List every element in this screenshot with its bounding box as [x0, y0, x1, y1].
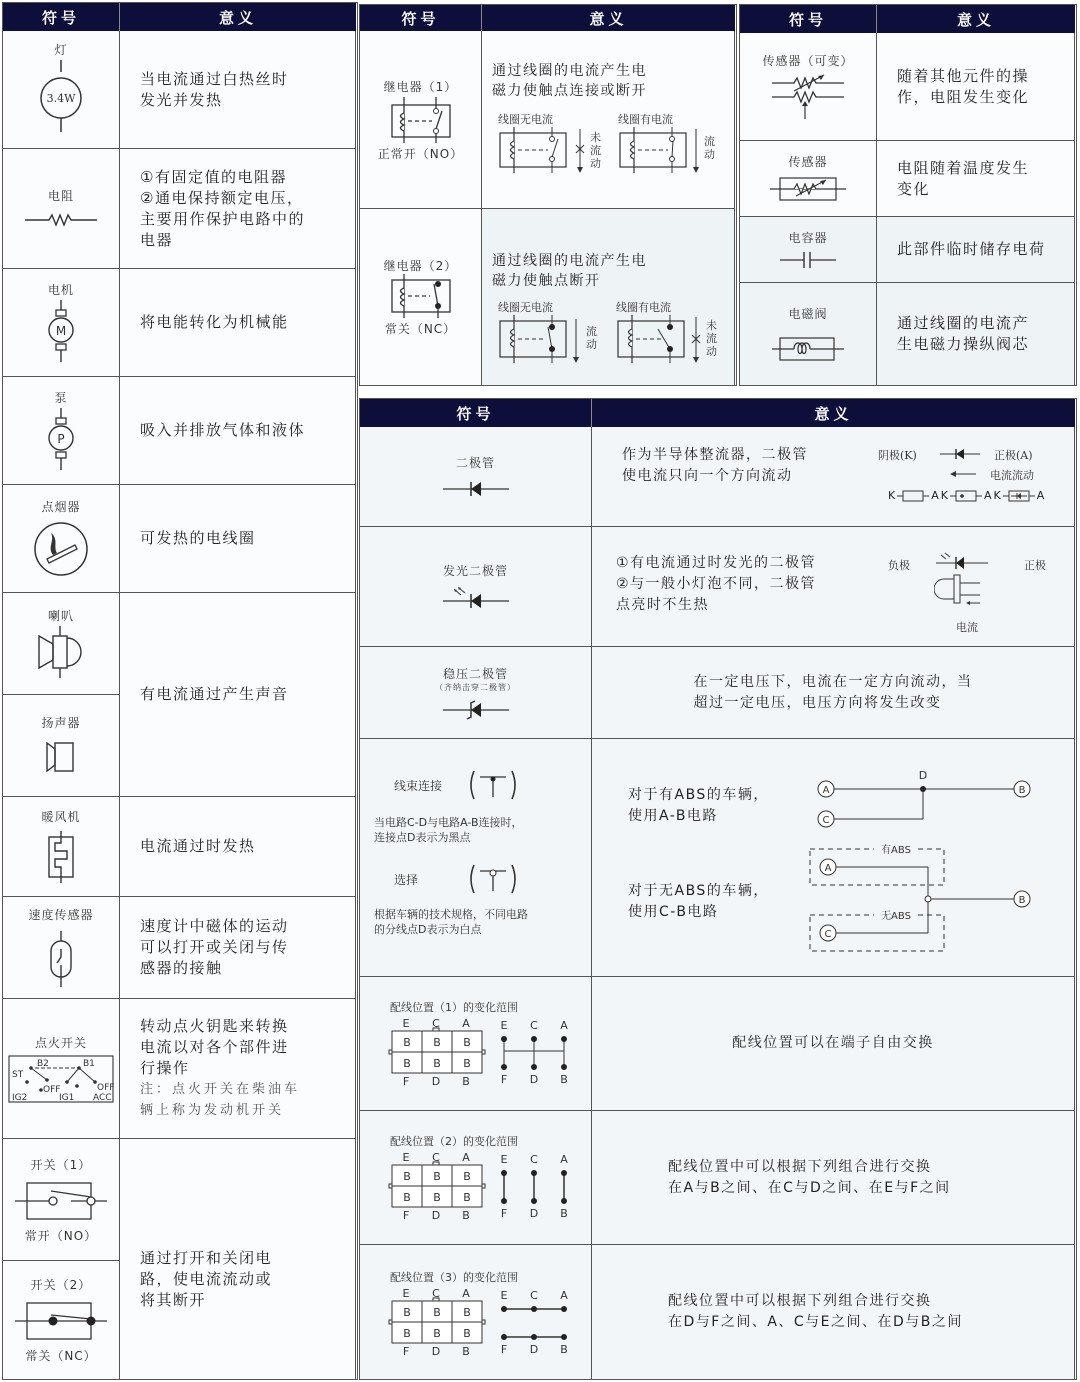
speaker-label: 扬声器: [41, 716, 81, 730]
svg-text:A: A: [560, 1289, 568, 1302]
svg-text:B: B: [433, 1170, 441, 1183]
resistor-meaning: ①有固定值的电阻器 ②通电保持额定电压， 主要用作保护电路中的 电器: [120, 149, 356, 269]
lighter-meaning: 可发热的电线圈: [120, 485, 356, 593]
zener-meaning: 在一定电压下，电流在一定方向流动，当 超过一定电压，电压方向将发生改变: [592, 647, 1075, 739]
zener-sublabel: （齐纳击穿二极管）: [435, 682, 516, 692]
diode-symbol-cell: [360, 427, 592, 527]
speed-sensor-symbol-cell: [3, 897, 120, 999]
header-symbol: 符号: [360, 399, 592, 427]
header-symbol: 符号: [740, 5, 877, 33]
svg-text:有ABS: 有ABS: [881, 845, 911, 856]
lamp-meaning: 当电流通过白热丝时 发光并发热: [120, 31, 356, 149]
variable-sensor-meaning: 随着其他元件的操 作，电阻发生变化: [877, 33, 1075, 141]
switch-meaning: 通过打开和关闭电 路，使电流流动或 将其断开: [120, 1139, 356, 1379]
relay-nc-sublabel: 常关（NC）: [384, 322, 457, 336]
svg-text:D: D: [431, 1075, 441, 1088]
thermistor-label: 传感器: [788, 155, 828, 169]
relay-no-sublabel: 正常开（NO）: [377, 146, 464, 161]
svg-text:OFF: OFF: [43, 1084, 61, 1095]
svg-text:B: B: [463, 1036, 471, 1049]
svg-text:B: B: [463, 1306, 471, 1319]
zener-label: 稳压二极管: [442, 666, 508, 681]
diode-icon: [441, 479, 511, 499]
thermistor-symbol-cell: [740, 141, 877, 217]
relay-no-symbol-cell: [360, 31, 482, 209]
horn-icon: [31, 624, 91, 680]
resistor-symbol-cell: [3, 149, 120, 269]
resistor-label: 电阻: [47, 189, 74, 203]
heater-symbol-cell: [3, 797, 120, 897]
svg-text:B: B: [463, 1191, 471, 1204]
svg-text:E: E: [500, 1019, 508, 1032]
ignition-switch-label: 点火开关: [34, 1035, 87, 1050]
svg-text:E: E: [500, 1289, 508, 1302]
svg-text:B: B: [403, 1306, 411, 1319]
solenoid-valve-icon: [770, 334, 846, 364]
horn-speaker-meaning: 有电流通过产生声音: [120, 593, 356, 797]
lighter-symbol-cell: [3, 485, 120, 593]
pump-icon: [41, 406, 81, 472]
current-flow-arrow-icon: [948, 469, 978, 479]
svg-text:D: D: [431, 1345, 441, 1358]
svg-text:B: B: [403, 1036, 411, 1049]
pump-meaning: 吸入并排放气体和液体: [120, 377, 356, 485]
svg-text:M: M: [55, 324, 67, 338]
svg-text:A: A: [560, 1153, 568, 1166]
svg-text:E: E: [402, 1287, 410, 1300]
led-symbol-cell: [360, 527, 592, 647]
svg-text:C: C: [822, 815, 830, 826]
left-symbol-table: [2, 2, 358, 1380]
zener-diode-icon: [441, 699, 511, 721]
led-label: 发光二极管: [442, 564, 508, 578]
wiring-position-2-meaning: 配线位置中可以根据下列组合进行交换 在A与B之间、在C与D之间、在E与F之间: [592, 1111, 1075, 1245]
ignition-switch-meaning: 转动点火钥匙来转换 电流以对各个部件进 行操作 注：点火开关在柴油车 辆上称为发动机开关: [120, 999, 356, 1139]
svg-text:B1: B1: [83, 1058, 95, 1069]
solenoid-valve-label: 电磁阀: [788, 306, 828, 321]
svg-text:D: D: [918, 769, 928, 782]
svg-text:E: E: [500, 1153, 508, 1166]
svg-text:F: F: [402, 1209, 410, 1222]
sensor-table: [739, 4, 1077, 386]
wiring-position-1-symbol-cell: 配线位置（1）的变化范围 E C A B B B B B B F D B E C A F D B: [360, 977, 592, 1111]
svg-text:B: B: [403, 1170, 411, 1183]
zener-symbol-cell: [360, 647, 592, 739]
switch-open-icon: [13, 1179, 109, 1221]
speed-sensor-icon: [41, 929, 81, 989]
lamp-icon: [31, 58, 91, 138]
svg-text:A: A: [822, 785, 830, 796]
svg-text:B: B: [463, 1327, 471, 1340]
svg-text:C: C: [824, 929, 832, 940]
thermistor-meaning: 电阻随着温度发生 变化: [877, 141, 1075, 217]
svg-text:B: B: [433, 1057, 441, 1070]
svg-text:C: C: [530, 1019, 538, 1032]
header-symbol: 符号: [360, 5, 482, 31]
svg-text:B: B: [433, 1191, 441, 1204]
solenoid-valve-symbol-cell: [740, 283, 877, 385]
lamp-symbol-cell: [3, 31, 120, 149]
pump-label: 泵: [54, 391, 68, 405]
diode-label: 二极管: [455, 456, 495, 470]
cigarette-lighter-icon: [31, 519, 91, 579]
header-meaning: 意义: [482, 5, 735, 31]
led-icon: [441, 585, 511, 611]
svg-text:B: B: [560, 1343, 568, 1356]
wiring-position-3-meaning: 配线位置中可以根据下列组合进行交换 在D与F之间、A、C与E之间、在D与B之间: [592, 1245, 1075, 1379]
joint-black-dot-icon: [468, 769, 518, 801]
header-symbol: 符号: [3, 3, 120, 31]
speaker-symbol-cell: [3, 695, 120, 797]
relay-nc-meaning: 通过线圈的电流产生电 磁力使触点断开 线圈无电流 线圈有电流 流动 未流动: [482, 209, 735, 385]
solenoid-valve-meaning: 通过线圈的电流产 生电磁力操纵阀芯: [877, 283, 1075, 385]
led-meaning: ①有电流通过时发光的二极管 ②与一般小灯泡不同，二极管 点亮时不生热 负极 正极 电流: [592, 527, 1075, 647]
harness-joint-meaning: 对于有ABS的车辆， 使用A-B电路 对于无ABS的车辆， 使用C-B电路 D A B C 有ABS A B 无ABS C: [592, 739, 1075, 977]
switch-nc-label: 开关（2）: [30, 1278, 92, 1292]
wiring-position-1-meaning: 配线位置可以在端子自由交换: [592, 977, 1075, 1111]
svg-text:D: D: [431, 1209, 441, 1222]
speaker-icon: [41, 737, 81, 777]
switch-no-sublabel: 常开（NO）: [24, 1228, 98, 1243]
svg-text:B: B: [463, 1057, 471, 1070]
diode-small-icon: [938, 447, 982, 461]
horn-symbol-cell: [3, 593, 120, 695]
relay-nc-symbol-cell: [360, 209, 482, 385]
svg-text:F: F: [500, 1207, 508, 1220]
variable-resistor-icon: [768, 69, 848, 121]
svg-text:B: B: [1018, 785, 1026, 796]
lighter-label: 点烟器: [41, 500, 81, 514]
resistor-icon: [21, 210, 101, 230]
svg-text:IG1: IG1: [59, 1092, 75, 1103]
variable-sensor-symbol-cell: [740, 33, 877, 141]
svg-text:D: D: [529, 1073, 539, 1086]
svg-text:C: C: [530, 1289, 538, 1302]
svg-text:A: A: [462, 1151, 470, 1164]
svg-text:C: C: [530, 1153, 538, 1166]
speed-sensor-label: 速度传感器: [28, 908, 94, 922]
relay-no-label: 继电器（1）: [383, 79, 458, 94]
motor-icon: [41, 298, 81, 364]
capacitor-meaning: 此部件临时储存电荷: [877, 217, 1075, 283]
svg-text:B: B: [403, 1327, 411, 1340]
header-meaning: 意义: [120, 3, 356, 31]
pump-symbol-cell: [3, 377, 120, 485]
svg-text:E: E: [402, 1151, 410, 1164]
svg-text:B: B: [1018, 895, 1026, 906]
connector-grid-3-icon: [388, 1287, 578, 1359]
diode-package-dot-icon: [950, 490, 982, 502]
header-meaning: 意义: [592, 399, 1075, 427]
relay-table: [359, 4, 737, 386]
variable-sensor-label: 传感器（可变）: [762, 54, 854, 68]
svg-text:F: F: [402, 1075, 410, 1088]
svg-text:B: B: [462, 1075, 470, 1088]
svg-text:B: B: [462, 1209, 470, 1222]
motor-label: 电机: [47, 283, 74, 297]
diode-package-variants: K A K A K A: [888, 489, 1045, 502]
led-package-icon: [934, 549, 998, 613]
svg-text:3.4W: 3.4W: [46, 92, 76, 105]
switch-closed-icon: [13, 1299, 109, 1341]
svg-text:A: A: [560, 1019, 568, 1032]
diode-package-symbol-icon: [1003, 490, 1035, 502]
relay-no-meaning: 通过线圈的电流产生电 磁力使触点连接或断开 线圈无电流 线圈有电流 未流动 流动: [482, 31, 735, 209]
motor-meaning: 将电能转化为机械能: [120, 269, 356, 377]
svg-text:B: B: [560, 1073, 568, 1086]
speed-sensor-meaning: 速度计中磁体的运动 可以打开或关闭与传 感器的接触: [120, 897, 356, 999]
svg-text:D: D: [529, 1207, 539, 1220]
svg-text:A: A: [824, 863, 832, 874]
diode-meaning: 作为半导体整流器，二极管 使电流只向一个方向流动 阴极(K) 正极(A) 电流流动 K A K A K A: [592, 427, 1075, 527]
relay-nc-label: 继电器（2）: [383, 259, 458, 273]
diode-wiring-table: [359, 398, 1077, 1380]
wiring-position-2-symbol-cell: 配线位置（2）的变化范围 E C A B B B B B B F D B E C A F D B: [360, 1111, 592, 1245]
lamp-label: 灯: [54, 43, 68, 57]
svg-text:C: C: [432, 1017, 440, 1030]
svg-text:B: B: [403, 1057, 411, 1070]
harness-joint-symbol-cell: 线束连接 当电路C-D与电路A-B连接时， 连接点D表示为黑点 选择 根据车辆的技术规格，不同电路 的分线点D表示为白点: [360, 739, 592, 977]
relay-nc-icon: [386, 274, 456, 320]
svg-text:ST: ST: [12, 1069, 24, 1080]
svg-text:F: F: [402, 1345, 410, 1358]
svg-text:B: B: [433, 1327, 441, 1340]
svg-text:F: F: [500, 1073, 508, 1086]
thermistor-icon: [768, 174, 848, 204]
svg-text:C: C: [432, 1151, 440, 1164]
motor-symbol-cell: [3, 269, 120, 377]
svg-text:E: E: [402, 1017, 410, 1030]
svg-text:OFF: OFF: [97, 1082, 115, 1093]
relay-no-icon: [386, 95, 456, 145]
svg-text:B: B: [433, 1036, 441, 1049]
switch-nc-symbol-cell: [3, 1261, 120, 1379]
svg-text:无ABS: 无ABS: [881, 911, 911, 922]
connector-grid-2-icon: [388, 1151, 578, 1223]
svg-text:B: B: [462, 1345, 470, 1358]
heater-meaning: 电流通过时发热: [120, 797, 356, 897]
svg-text:IG2: IG2: [12, 1092, 28, 1103]
svg-text:C: C: [432, 1287, 440, 1300]
capacitor-icon: [778, 250, 838, 270]
heater-icon: [41, 829, 81, 885]
svg-text:B: B: [463, 1170, 471, 1183]
connector-grid-1-icon: [388, 1017, 578, 1089]
horn-label: 喇叭: [47, 609, 74, 623]
diode-package-plain-icon: [897, 490, 929, 502]
svg-text:ACC: ACC: [93, 1092, 112, 1103]
abs-circuit-diagram: [808, 765, 1038, 955]
svg-text:F: F: [500, 1343, 508, 1356]
header-meaning: 意义: [877, 5, 1075, 33]
svg-text:B: B: [560, 1207, 568, 1220]
joint-white-dot-icon: [468, 863, 518, 895]
switch-no-symbol-cell: [3, 1139, 120, 1261]
ignition-switch-symbol-cell: [3, 999, 120, 1139]
svg-text:P: P: [57, 432, 65, 446]
svg-text:B2: B2: [37, 1058, 49, 1069]
switch-nc-sublabel: 常关（NC）: [25, 1349, 97, 1363]
switch-no-label: 开关（1）: [30, 1157, 92, 1172]
svg-text:B: B: [433, 1306, 441, 1319]
wiring-position-3-symbol-cell: 配线位置（3）的变化范围 E C A B B B B B B F D B E C A F D B: [360, 1245, 592, 1379]
capacitor-label: 电容器: [788, 231, 828, 245]
svg-text:B: B: [403, 1191, 411, 1204]
capacitor-symbol-cell: [740, 217, 877, 283]
ignition-switch-icon: [7, 1054, 115, 1104]
svg-text:D: D: [529, 1343, 539, 1356]
svg-text:A: A: [462, 1017, 470, 1030]
svg-text:A: A: [462, 1287, 470, 1300]
heater-label: 暖风机: [41, 810, 81, 824]
